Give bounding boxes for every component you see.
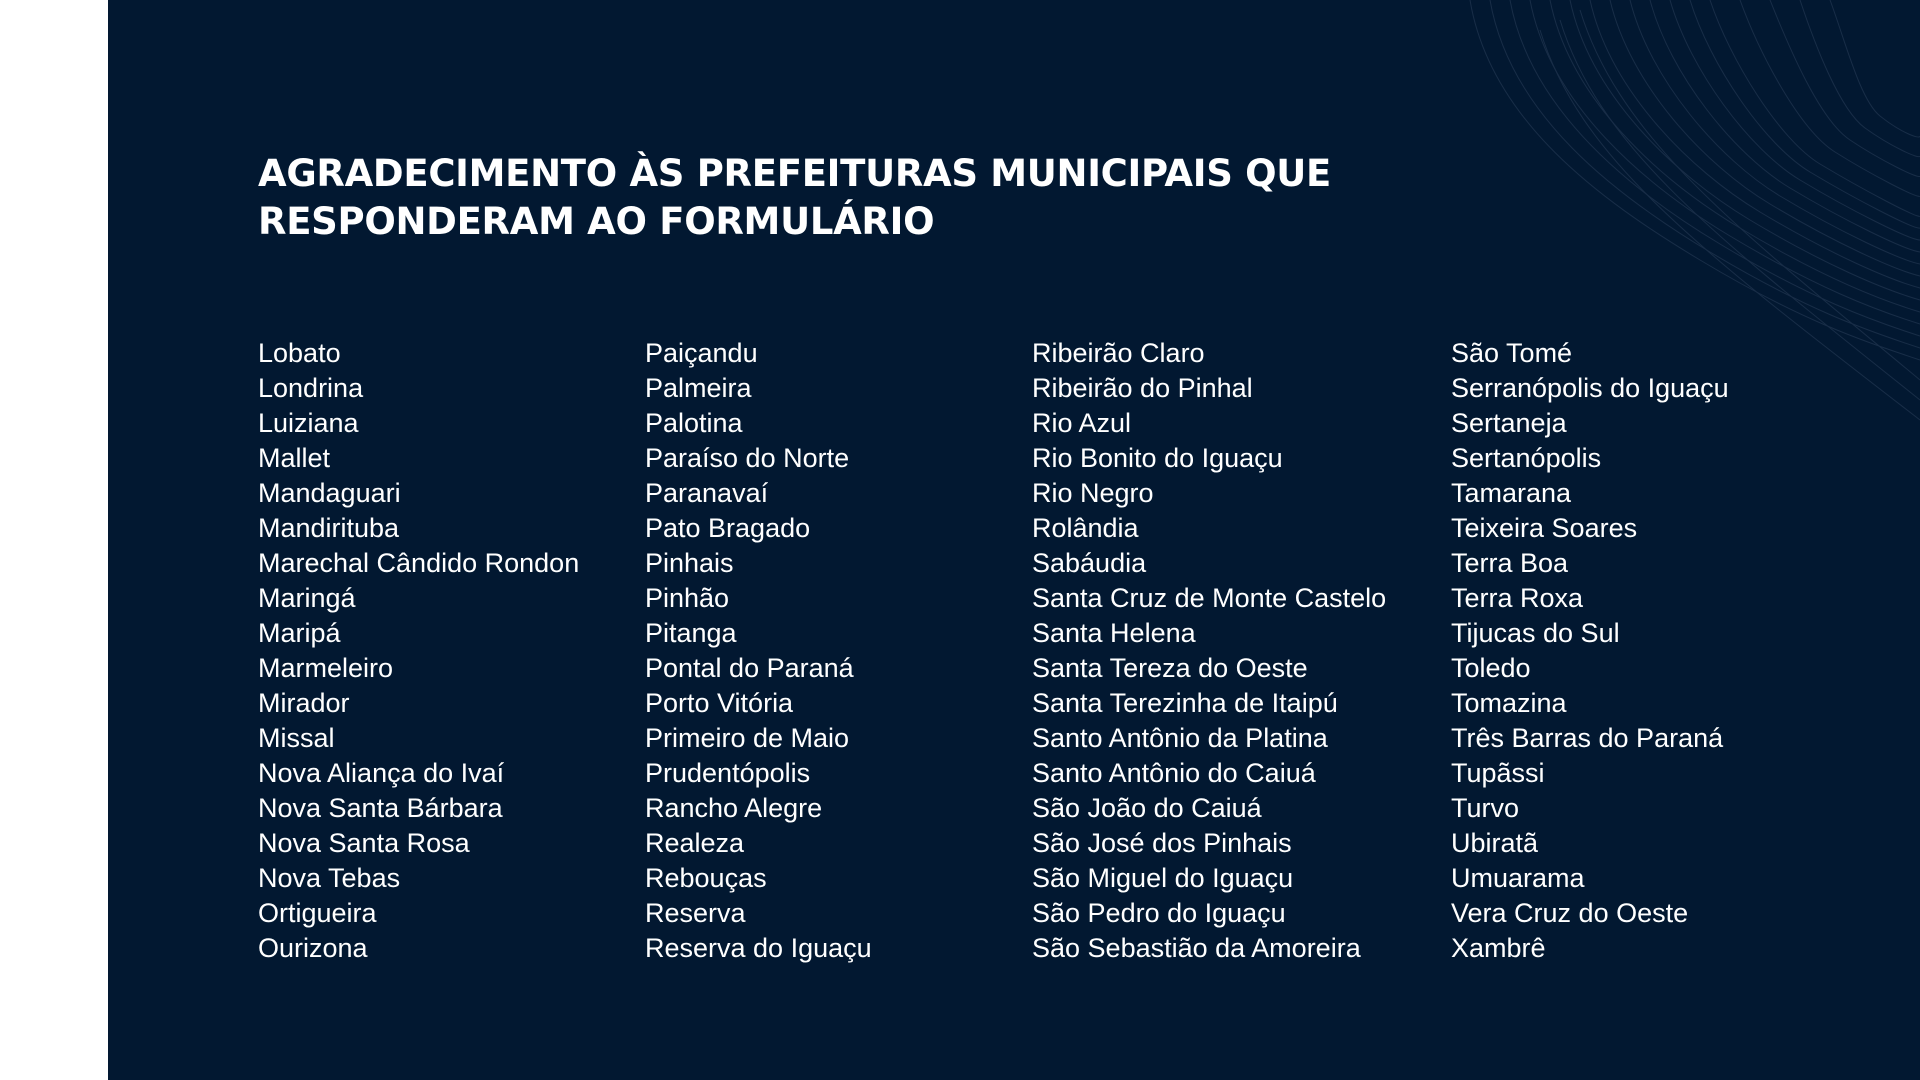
list-item: Paranavaí [645, 478, 769, 508]
list-item: Nova Santa Rosa [258, 828, 470, 858]
list-item: Pontal do Paraná [645, 653, 854, 683]
list-item: Mandaguari [258, 478, 401, 508]
list-item: Pato Bragado [645, 513, 811, 543]
list-item: Primeiro de Maio [645, 723, 850, 753]
list-item: São Miguel do Iguaçu [1032, 863, 1294, 893]
list-item: Turvo [1451, 793, 1520, 823]
list-item: Lobato [258, 338, 341, 368]
list-item: Santo Antônio da Platina [1032, 723, 1328, 753]
list-item: Santa Terezinha de Itaipú [1032, 688, 1338, 718]
list-item: Realeza [645, 828, 745, 858]
list-item: Nova Tebas [258, 863, 401, 893]
list-item: Mirador [258, 688, 350, 718]
list-item: São Tomé [1451, 338, 1573, 368]
list-item: Terra Boa [1451, 548, 1569, 578]
list-item: Tamarana [1451, 478, 1572, 508]
list-item: Pinhais [645, 548, 734, 578]
list-item: Sabáudia [1032, 548, 1147, 578]
list-item: Serranópolis do Iguaçu [1451, 373, 1729, 403]
municipality-column-3 [1032, 336, 1386, 966]
municipality-column-4 [1451, 336, 1729, 966]
list-item: Santa Helena [1032, 618, 1196, 648]
list-item: Marmeleiro [258, 653, 394, 683]
list-item: Três Barras do Paraná [1451, 723, 1724, 753]
list-item: São Sebastião da Amoreira [1032, 933, 1361, 963]
list-item: Teixeira Soares [1451, 513, 1638, 543]
list-item: Mandirituba [258, 513, 400, 543]
list-item: Santa Tereza do Oeste [1032, 653, 1308, 683]
list-item: Toledo [1451, 653, 1531, 683]
list-item: Tupãssi [1451, 758, 1545, 788]
list-item: Ribeirão do Pinhal [1032, 373, 1253, 403]
list-item: Luiziana [258, 408, 359, 438]
list-item: Londrina [258, 373, 364, 403]
list-item: Prudentópolis [645, 758, 811, 788]
list-item: Palmeira [645, 373, 752, 403]
list-item: Palotina [645, 408, 743, 438]
list-item: Maripá [258, 618, 341, 648]
list-item: Ribeirão Claro [1032, 338, 1205, 368]
list-item: Paiçandu [645, 338, 758, 368]
list-item: Nova Aliança do Ivaí [258, 758, 505, 788]
list-item: Vera Cruz do Oeste [1451, 898, 1689, 928]
title-line-1: AGRADECIMENTO ÀS PREFEITURAS MUNICIPAIS QUE [258, 152, 1332, 195]
slide [108, 0, 1920, 1080]
list-item: Rio Bonito do Iguaçu [1032, 443, 1283, 473]
title-line-2: RESPONDERAM AO FORMULÁRIO [258, 200, 935, 243]
list-item: Pitanga [645, 618, 737, 648]
list-item: Paraíso do Norte [645, 443, 850, 473]
list-item: Mallet [258, 443, 331, 473]
list-item: Reserva do Iguaçu [645, 933, 872, 963]
list-item: Santo Antônio do Caiuá [1032, 758, 1316, 788]
list-item: São João do Caiuá [1032, 793, 1262, 823]
list-item: Ubiratã [1451, 828, 1539, 858]
list-item: Porto Vitória [645, 688, 794, 718]
list-item: Marechal Cândido Rondon [258, 548, 580, 578]
list-item: Rolândia [1032, 513, 1139, 543]
list-item: Sertaneja [1451, 408, 1567, 438]
list-item: Tomazina [1451, 688, 1567, 718]
list-item: Reserva [645, 898, 746, 928]
list-item: Terra Roxa [1451, 583, 1584, 613]
list-item: Rancho Alegre [645, 793, 823, 823]
list-item: Ourizona [258, 933, 368, 963]
page-title [258, 150, 1458, 246]
list-item: Maringá [258, 583, 356, 613]
list-item: Rio Negro [1032, 478, 1154, 508]
list-item: Nova Santa Bárbara [258, 793, 503, 823]
list-item: Ortigueira [258, 898, 377, 928]
list-item: São José dos Pinhais [1032, 828, 1292, 858]
list-item: Umuarama [1451, 863, 1585, 893]
list-item: Rebouças [645, 863, 767, 893]
list-item: Santa Cruz de Monte Castelo [1032, 583, 1387, 613]
list-item: Xambrê [1451, 933, 1546, 963]
list-item: Tijucas do Sul [1451, 618, 1620, 648]
municipality-column-1 [258, 336, 579, 966]
municipality-column-2 [645, 336, 872, 966]
list-item: Sertanópolis [1451, 443, 1602, 473]
list-item: Missal [258, 723, 335, 753]
list-item: Pinhão [645, 583, 730, 613]
list-item: Rio Azul [1032, 408, 1132, 438]
list-item: São Pedro do Iguaçu [1032, 898, 1286, 928]
